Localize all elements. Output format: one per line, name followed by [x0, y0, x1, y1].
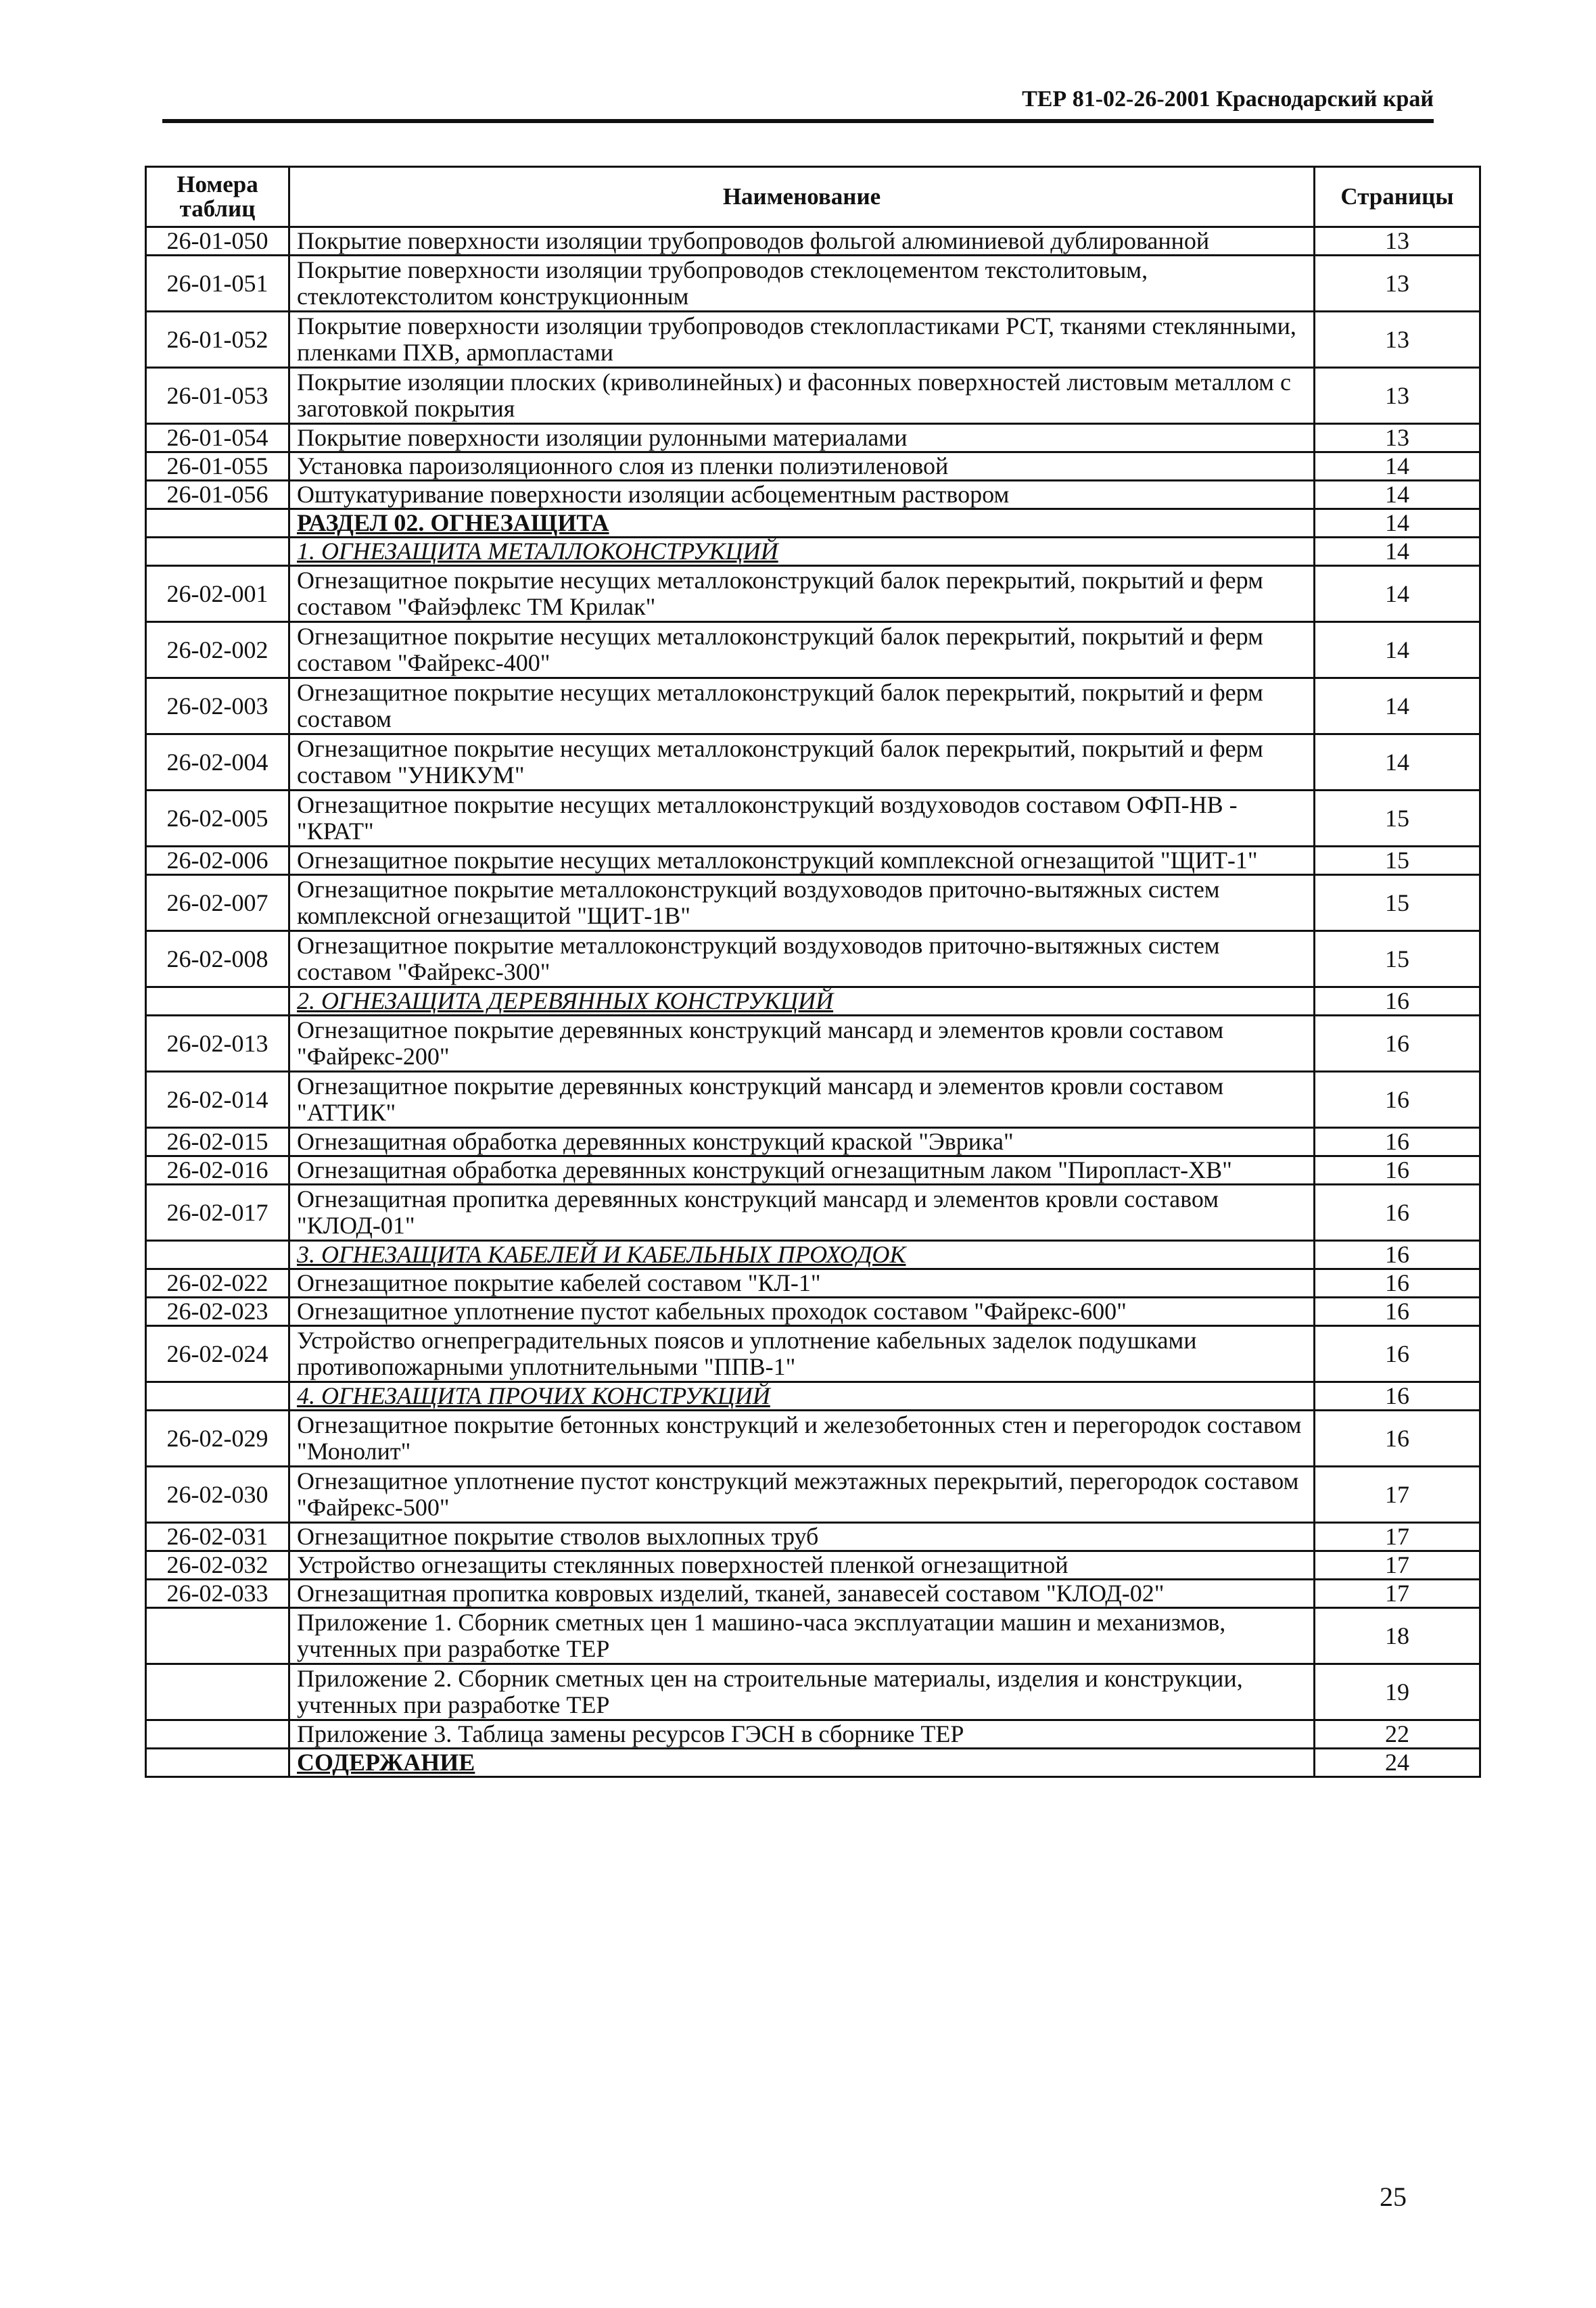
table-number-cell: 26-02-031 — [146, 1523, 289, 1551]
item-name-cell: Приложение 1. Сборник сметных цен 1 машино-часа эксплуатации машин и механизмов, учтенных при разработке ТЕР — [289, 1608, 1315, 1664]
page-number: 25 — [1380, 2182, 1407, 2212]
item-name-cell: Огнезащитное покрытие деревянных конструкций мансард и элементов кровли составом "Файрекс-200" — [289, 1016, 1315, 1072]
item-name-cell: Огнезащитное покрытие несущих металлоконструкций балок перекрытий, покрытий и ферм составом — [289, 678, 1315, 734]
item-name-cell: Огнезащитное покрытие деревянных конструкций мансард и элементов кровли составом "АТТИК" — [289, 1072, 1315, 1128]
item-name-cell: Огнезащитная пропитка деревянных конструкций мансард и элементов кровли составом "КЛОД-01" — [289, 1185, 1315, 1241]
table-number-cell: 26-02-005 — [146, 791, 289, 847]
table-row — [146, 227, 1480, 256]
table-row — [146, 1523, 1480, 1551]
page-ref-cell: 16 — [1315, 1128, 1480, 1156]
table-number-cell: 26-02-014 — [146, 1072, 289, 1128]
page-ref-cell: 14 — [1315, 538, 1480, 566]
table-row — [146, 1551, 1480, 1580]
item-name-cell: Огнезащитное покрытие кабелей составом "КЛ-1" — [289, 1269, 1315, 1298]
page-ref-cell: 16 — [1315, 1241, 1480, 1269]
table-number-cell: 26-01-056 — [146, 481, 289, 509]
item-name-cell: Огнезащитное покрытие металлоконструкций воздуховодов приточно-вытяжных систем комплексной огнезащитой "ЩИТ-1В" — [289, 875, 1315, 931]
table-number-cell: 26-02-007 — [146, 875, 289, 931]
item-name-cell: Огнезащитное покрытие несущих металлоконструкций воздуховодов составом ОФП-НВ - "КРАТ" — [289, 791, 1315, 847]
page-ref-cell: 17 — [1315, 1467, 1480, 1523]
page-ref-cell: 16 — [1315, 987, 1480, 1016]
table-number-cell: 26-01-053 — [146, 368, 289, 424]
item-name-cell: Огнезащитное покрытие металлоконструкций воздуховодов приточно-вытяжных систем составом "Файрекс-300" — [289, 931, 1315, 987]
table-number-cell: 26-01-050 — [146, 227, 289, 256]
item-name-cell: Покрытие изоляции плоских (криволинейных) и фасонных поверхностей листовым металлом с заготовкой покрытия — [289, 368, 1315, 424]
page-ref-cell: 14 — [1315, 481, 1480, 509]
table-row — [146, 1749, 1480, 1777]
table-number-cell: 26-02-008 — [146, 931, 289, 987]
table-number-cell: 26-02-022 — [146, 1269, 289, 1298]
table-number-cell — [146, 1720, 289, 1749]
table-number-cell: 26-01-052 — [146, 312, 289, 368]
page-ref-cell: 14 — [1315, 566, 1480, 622]
table-row — [146, 1128, 1480, 1156]
table-number-cell: 26-02-029 — [146, 1411, 289, 1467]
table-number-cell: 26-02-002 — [146, 622, 289, 678]
table-number-cell: 26-02-033 — [146, 1580, 289, 1608]
table-row — [146, 622, 1480, 678]
table-number-cell: 26-02-023 — [146, 1298, 289, 1326]
subsection-title: 4. ОГНЕЗАЩИТА ПРОЧИХ КОНСТРУКЦИЙ — [297, 1382, 770, 1409]
page-ref-cell: 15 — [1315, 875, 1480, 931]
section-title: РАЗДЕЛ 02. ОГНЕЗАЩИТА — [297, 509, 609, 536]
item-name-cell — [289, 1749, 1315, 1777]
table-row — [146, 1269, 1480, 1298]
page-ref-cell: 18 — [1315, 1608, 1480, 1664]
table-number-cell — [146, 1241, 289, 1269]
page-ref-cell: 15 — [1315, 847, 1480, 875]
table-row — [146, 312, 1480, 368]
page-ref-cell: 24 — [1315, 1749, 1480, 1777]
page-ref-cell: 13 — [1315, 312, 1480, 368]
page-ref-cell: 16 — [1315, 1382, 1480, 1411]
subsection-title: 1. ОГНЕЗАЩИТА МЕТАЛЛОКОНСТРУКЦИЙ — [297, 538, 778, 565]
table-number-cell: 26-02-001 — [146, 566, 289, 622]
page-ref-cell: 14 — [1315, 452, 1480, 481]
table-row — [146, 509, 1480, 538]
table-number-cell — [146, 538, 289, 566]
table-row — [146, 1072, 1480, 1128]
table-number-cell: 26-02-024 — [146, 1326, 289, 1382]
table-row — [146, 424, 1480, 452]
contents-title-title: СОДЕРЖАНИЕ — [297, 1749, 475, 1776]
item-name-cell: Огнезащитное покрытие бетонных конструкций и железобетонных стен и перегородок составом "Монолит" — [289, 1411, 1315, 1467]
page-ref-cell: 14 — [1315, 678, 1480, 734]
item-name-cell: Устройство огнезащиты стеклянных поверхностей пленкой огнезащитной — [289, 1551, 1315, 1580]
table-number-cell — [146, 987, 289, 1016]
page-ref-cell: 17 — [1315, 1551, 1480, 1580]
table-row — [146, 566, 1480, 622]
item-name-cell: Огнезащитная пропитка ковровых изделий, тканей, занавесей составом "КЛОД-02" — [289, 1580, 1315, 1608]
page-ref-cell: 16 — [1315, 1016, 1480, 1072]
column-header-name: Наименование — [289, 167, 1315, 227]
page-ref-cell: 16 — [1315, 1185, 1480, 1241]
table-row — [146, 538, 1480, 566]
table-row — [146, 734, 1480, 791]
table-row — [146, 847, 1480, 875]
page-ref-cell: 15 — [1315, 931, 1480, 987]
item-name-cell: Покрытие поверхности изоляции трубопроводов фольгой алюминиевой дублированной — [289, 227, 1315, 256]
table-number-cell: 26-02-030 — [146, 1467, 289, 1523]
table-number-cell: 26-02-004 — [146, 734, 289, 791]
table-row — [146, 1664, 1480, 1720]
page-ref-cell: 16 — [1315, 1411, 1480, 1467]
table-row — [146, 1608, 1480, 1664]
table-row — [146, 1298, 1480, 1326]
column-header-number: Номера таблиц — [146, 167, 289, 227]
page-ref-cell: 16 — [1315, 1072, 1480, 1128]
table-row — [146, 1016, 1480, 1072]
header-rule — [162, 119, 1434, 123]
table-row — [146, 931, 1480, 987]
page-ref-cell: 15 — [1315, 791, 1480, 847]
item-name-cell: Огнезащитное покрытие стволов выхлопных труб — [289, 1523, 1315, 1551]
page-ref-cell: 16 — [1315, 1269, 1480, 1298]
table-number-cell: 26-02-032 — [146, 1551, 289, 1580]
table-header-row — [146, 167, 1480, 227]
table-row — [146, 1467, 1480, 1523]
page-ref-cell: 13 — [1315, 424, 1480, 452]
item-name-cell: Огнезащитное покрытие несущих металлоконструкций балок перекрытий, покрытий и ферм составом "УНИКУМ" — [289, 734, 1315, 791]
table-row — [146, 452, 1480, 481]
item-name-cell: Устройство огнепреградительных поясов и уплотнение кабельных заделок подушками противопожарными уплотнительными "ППВ-1" — [289, 1326, 1315, 1382]
document-header: ТЕР 81-02-26-2001 Краснодарский край — [1022, 87, 1434, 112]
item-name-cell: Огнезащитная обработка деревянных конструкций краской "Эврика" — [289, 1128, 1315, 1156]
table-row — [146, 1185, 1480, 1241]
subsection-title: 2. ОГНЕЗАЩИТА ДЕРЕВЯННЫХ КОНСТРУКЦИЙ — [297, 987, 834, 1014]
table-number-cell — [146, 1608, 289, 1664]
item-name-cell: Покрытие поверхности изоляции рулонными материалами — [289, 424, 1315, 452]
table-row — [146, 1241, 1480, 1269]
item-name-cell: Огнезащитное уплотнение пустот конструкций межэтажных перекрытий, перегородок составом "Файрекс-500" — [289, 1467, 1315, 1523]
table-number-cell: 26-02-006 — [146, 847, 289, 875]
item-name-cell — [289, 538, 1315, 566]
table-row — [146, 1411, 1480, 1467]
table-number-cell: 26-01-051 — [146, 256, 289, 312]
item-name-cell: Огнезащитная обработка деревянных конструкций огнезащитным лаком "Пиропласт-ХВ" — [289, 1156, 1315, 1185]
table-number-cell: 26-02-016 — [146, 1156, 289, 1185]
table-number-cell — [146, 1382, 289, 1411]
item-name-cell — [289, 509, 1315, 538]
item-name-cell: Приложение 3. Таблица замены ресурсов ГЭСН в сборнике ТЕР — [289, 1720, 1315, 1749]
item-name-cell: Оштукатуривание поверхности изоляции асбоцементным раствором — [289, 481, 1315, 509]
table-number-cell — [146, 1749, 289, 1777]
item-name-cell: Приложение 2. Сборник сметных цен на строительные материалы, изделия и конструкции, учтенных при разработке ТЕР — [289, 1664, 1315, 1720]
table-number-cell: 26-02-003 — [146, 678, 289, 734]
page-ref-cell: 13 — [1315, 227, 1480, 256]
page-ref-cell: 22 — [1315, 1720, 1480, 1749]
item-name-cell: Огнезащитное уплотнение пустот кабельных проходок составом "Файрекс-600" — [289, 1298, 1315, 1326]
page-ref-cell: 13 — [1315, 368, 1480, 424]
table-number-cell: 26-01-054 — [146, 424, 289, 452]
page-ref-cell: 13 — [1315, 256, 1480, 312]
table-row — [146, 875, 1480, 931]
table-row — [146, 256, 1480, 312]
table-row — [146, 368, 1480, 424]
table-row — [146, 987, 1480, 1016]
table-number-cell — [146, 1664, 289, 1720]
page-ref-cell: 19 — [1315, 1664, 1480, 1720]
table-row — [146, 791, 1480, 847]
item-name-cell — [289, 1382, 1315, 1411]
table-number-cell: 26-01-055 — [146, 452, 289, 481]
page-ref-cell: 16 — [1315, 1326, 1480, 1382]
table-row — [146, 481, 1480, 509]
page-ref-cell: 17 — [1315, 1580, 1480, 1608]
item-name-cell: Огнезащитное покрытие несущих металлоконструкций балок перекрытий, покрытий и ферм составом "Файрекс-400" — [289, 622, 1315, 678]
table-number-cell: 26-02-017 — [146, 1185, 289, 1241]
table-number-cell: 26-02-015 — [146, 1128, 289, 1156]
column-header-pages: Страницы — [1315, 167, 1480, 227]
table-row — [146, 1326, 1480, 1382]
table-row — [146, 678, 1480, 734]
item-name-cell: Огнезащитное покрытие несущих металлоконструкций комплексной огнезащитой "ЩИТ-1" — [289, 847, 1315, 875]
page-ref-cell: 17 — [1315, 1523, 1480, 1551]
page-ref-cell: 14 — [1315, 622, 1480, 678]
table-row — [146, 1156, 1480, 1185]
item-name-cell — [289, 987, 1315, 1016]
page-ref-cell: 16 — [1315, 1298, 1480, 1326]
contents-table — [145, 166, 1481, 1778]
page-ref-cell: 14 — [1315, 734, 1480, 791]
page-ref-cell: 16 — [1315, 1156, 1480, 1185]
item-name-cell: Покрытие поверхности изоляции трубопроводов стеклоцементом текстолитовым, стеклотекстолитом конструкционным — [289, 256, 1315, 312]
subsection-title: 3. ОГНЕЗАЩИТА КАБЕЛЕЙ И КАБЕЛЬНЫХ ПРОХОДОК — [297, 1241, 906, 1268]
table-number-cell: 26-02-013 — [146, 1016, 289, 1072]
table-row — [146, 1720, 1480, 1749]
item-name-cell — [289, 1241, 1315, 1269]
item-name-cell: Огнезащитное покрытие несущих металлоконструкций балок перекрытий, покрытий и ферм составом "Файэфлекс ТМ Крилак" — [289, 566, 1315, 622]
table-number-cell — [146, 509, 289, 538]
table-row — [146, 1580, 1480, 1608]
item-name-cell: Установка пароизоляционного слоя из пленки полиэтиленовой — [289, 452, 1315, 481]
item-name-cell: Покрытие поверхности изоляции трубопроводов стеклопластиками РСТ, тканями стеклянными, пленками ПХВ, армопластами — [289, 312, 1315, 368]
page-ref-cell: 14 — [1315, 509, 1480, 538]
table-row — [146, 1382, 1480, 1411]
